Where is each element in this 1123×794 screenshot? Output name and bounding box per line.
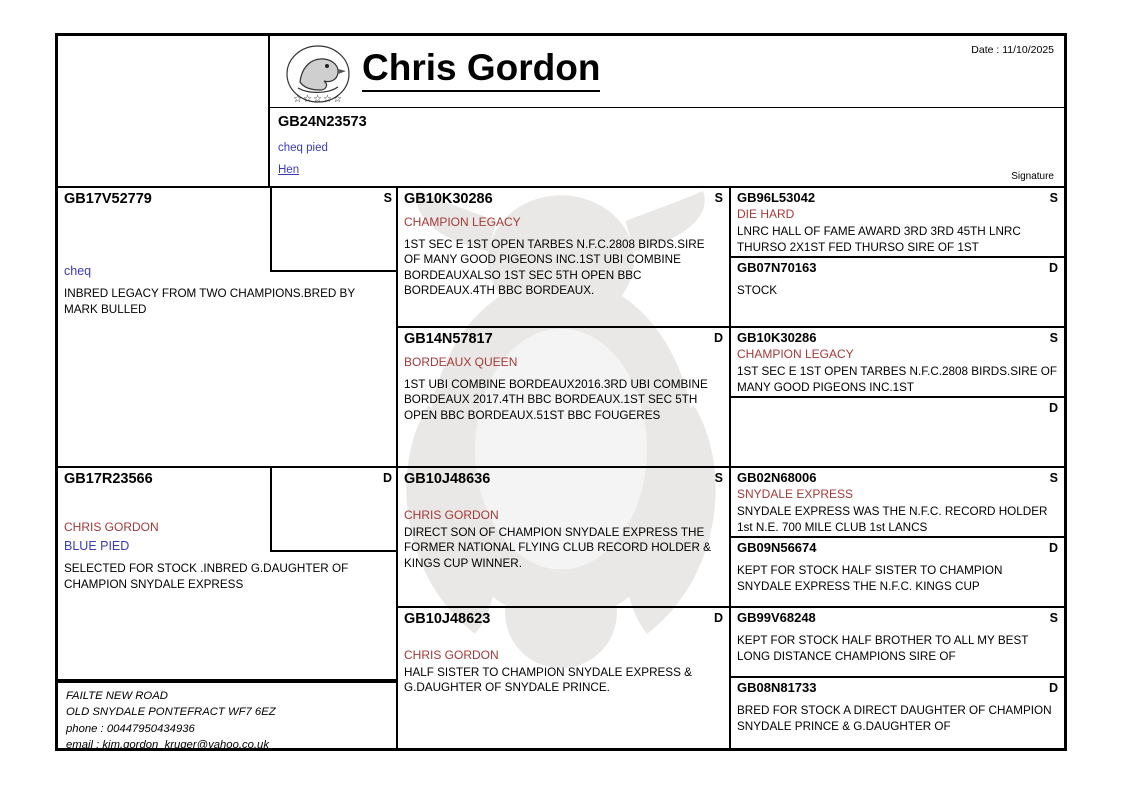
header [58,36,1064,188]
subject-colour: cheq pied [278,142,328,154]
gen3-ring-8: GB08N81733 [737,680,817,695]
gen2-cell-2 [398,328,731,468]
address-line-2: OLD SNYDALE PONTEFRACT WF7 6EZ [66,706,276,719]
gen2-notes-2: 1ST UBI COMBINE BORDEAUX2016.3RD UBI COMBINE BORDEAUX 2017.4TH BBC BORDEAUX.1ST SEC 5TH OPEN BBC BORDEAUX.51ST BBC FOUGERES [404,377,708,422]
gen3-ring-5: GB02N68006 [737,470,817,485]
signature-label: Signature [1011,171,1054,182]
gen3-sex-3: S [1049,331,1058,345]
gen3-cell-3 [731,328,1064,398]
dam-sex: D [382,471,392,485]
logo-stars: ☆☆☆☆☆ [293,94,343,105]
address-block [58,681,398,752]
gen3-notes-7: KEPT FOR STOCK HALF BROTHER TO ALL MY BEST LONG DISTANCE CHAMPIONS SIRE OF [737,633,1029,663]
gen2-sex-3: S [714,471,723,485]
email-line[interactable]: email : kim.gordon_kruger@yahoo.co.uk [66,739,269,752]
header-left-blank [58,36,270,188]
date-label: Date : 11/10/2025 [971,44,1054,56]
gen3-cell-4 [731,398,1064,468]
gen3-sex-5: S [1049,471,1058,485]
dam-ring-number: GB17R23566 [64,471,153,487]
gen2-name-4: CHRIS GORDON [404,647,499,662]
gen2-name-1: CHAMPION LEGACY [404,214,521,229]
fancier-name: Chris Gordon [362,48,600,92]
sire-colour: cheq [64,263,92,278]
sire-sex-box [270,188,398,272]
gen2-sex-4: D [713,611,723,625]
dam-sex-box [270,468,398,552]
gen3-ring-7: GB99V68248 [737,610,816,625]
gen2-notes-4: HALF SISTER TO CHAMPION SNYDALE EXPRESS & G.DAUGHTER OF SNYDALE PRINCE. [404,665,692,695]
gen3-ring-1: GB96L53042 [737,190,816,205]
gen3-cell-8 [731,678,1064,748]
gen3-notes-6: KEPT FOR STOCK HALF SISTER TO CHAMPION SNYDALE EXPRESS THE N.F.C. KINGS CUP [737,563,1003,593]
gen3-notes-2: STOCK [737,283,778,297]
gen3-cell-2 [731,258,1064,328]
dam-name: CHRIS GORDON [64,519,159,534]
gen2-sex-1: S [714,191,723,205]
gen2-cell-3 [398,468,731,608]
gen3-cell-1 [731,188,1064,258]
gen3-sex-1: S [1049,191,1058,205]
gen3-notes-5: SNYDALE EXPRESS WAS THE N.F.C. RECORD HOLDER 1st N.E. 700 MILE CLUB 1st LANCS [737,504,1048,534]
gen2-ring-3: GB10J48636 [404,471,491,487]
gen3-ring-6: GB09N56674 [737,540,817,555]
address-line-1: FAILTE NEW ROAD [66,690,168,702]
gen3-cell-6 [731,538,1064,608]
gen3-ring-3: GB10K30286 [737,330,817,345]
gen3-sex-2: D [1048,261,1058,275]
gen2-notes-3: DIRECT SON OF CHAMPION SNYDALE EXPRESS THE FORMER NATIONAL FLYING CLUB RECORD HOLDER & KINGS CUP WINNER. [404,525,711,570]
pedigree-sheet [55,33,1067,751]
phone-line: phone : 00447950434936 [66,722,195,735]
gen3-sex-8: D [1048,681,1058,695]
gen2-sex-2: D [713,331,723,345]
subject-bird-info [270,108,1064,188]
gen3-notes-3: 1ST SEC E 1ST OPEN TARBES N.F.C.2808 BIRDS.SIRE OF MANY GOOD PIGEONS INC.1ST [737,364,1057,394]
header-name-band [270,36,1064,108]
subject-sex: Hen [278,164,300,176]
gen3-name-5: SNYDALE EXPRESS [737,486,854,501]
gen3-name-1: DIE HARD [737,206,795,221]
dam-notes: SELECTED FOR STOCK .INBRED G.DAUGHTER OF CHAMPION SNYDALE EXPRESS [64,562,349,591]
sire-ring-number: GB17V52779 [64,191,152,207]
subject-ring-number: GB24N23573 [278,114,367,130]
sire-sex: S [383,191,392,205]
gen3-cell-5 [731,468,1064,538]
gen2-ring-4: GB10J48623 [404,611,491,627]
gen3-cell-7 [731,608,1064,678]
gen2-notes-1: 1ST SEC E 1ST OPEN TARBES N.F.C.2808 BIRDS.SIRE OF MANY GOOD PIGEONS INC.1ST UBI COMBINE BORDEAUXALSO 1ST SEC 5TH OPEN BBC BORDEAUX.4TH BBC BORDEAUX. [404,237,705,298]
gen2-ring-1: GB10K30286 [404,191,493,207]
gen2-name-3: CHRIS GORDON [404,507,499,522]
gen2-ring-2: GB14N57817 [404,331,493,347]
gen3-notes-8: BRED FOR STOCK A DIRECT DAUGHTER OF CHAMPION SNYDALE PRINCE & G.DAUGHTER OF [737,703,1052,733]
gen3-notes-1: LNRC HALL OF FAME AWARD 3RD 3RD 45TH LNRC THURSO 2X1ST FED THURSO SIRE OF 1ST [737,224,1021,254]
gen3-ring-2: GB07N70163 [737,260,817,275]
sire-notes: INBRED LEGACY FROM TWO CHAMPIONS.BRED BY MARK BULLED [64,287,355,316]
dam-colour: BLUE PIED [64,538,130,553]
gen3-sex-4: D [1048,401,1058,415]
gen3-sex-6: D [1048,541,1058,555]
gen2-cell-1 [398,188,731,328]
gen3-name-3: CHAMPION LEGACY [737,346,854,361]
gen3-sex-7: S [1049,611,1058,625]
gen2-name-2: BORDEAUX QUEEN [404,354,518,369]
gen2-cell-4 [398,608,731,748]
